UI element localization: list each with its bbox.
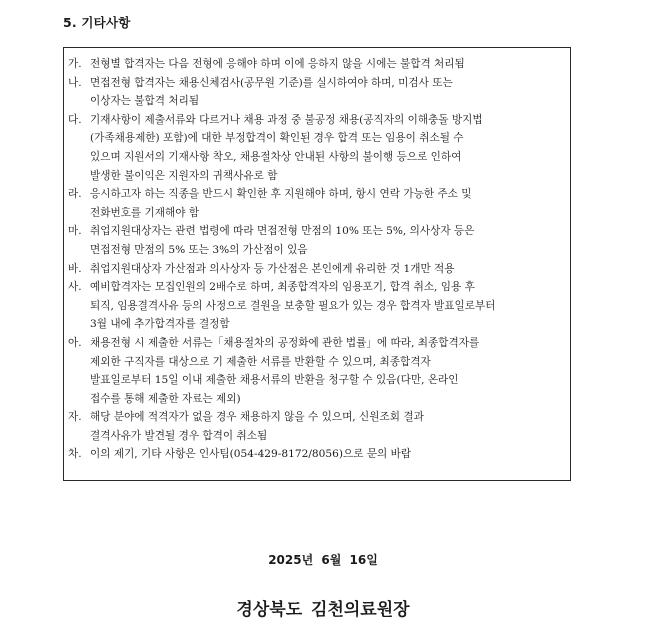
notice-box	[63, 47, 571, 481]
item-marker: 나.	[68, 76, 82, 89]
item-text	[90, 74, 570, 111]
notice-item-a	[68, 334, 570, 408]
notice-item-cha	[68, 445, 570, 464]
item-line: 전형별 합격자는 다음 전형에 응해야 하며 이에 응하지 않을 시에는 불합격 처리됨	[90, 58, 465, 70]
item-marker: 라.	[68, 188, 82, 201]
item-line: 해당 분야에 적격자가 없을 경우 채용하지 않을 수 있으며, 신원조회 결과	[90, 411, 424, 424]
item-line: 기재사항이 제출서류와 다르거나 채용 과정 중 불공정 채용(공직자의 이해충돌 방지법	[90, 113, 483, 126]
issuer-name: 경상북도 김천의료원장	[236, 600, 410, 620]
announcement-date: 2025년 6월 16일	[268, 553, 378, 567]
item-line: 면접전형 만점의 5% 또는 3%의 가산점이 있음	[90, 243, 308, 256]
item-text	[90, 222, 570, 259]
notice-item-sa	[68, 278, 570, 334]
section-heading: 5. 기타사항	[63, 15, 131, 30]
item-text	[90, 445, 570, 464]
item-line: 면접전형 합격자는 채용신체검사(공무원 기준)를 실시하여야 하며, 미검사 또는	[90, 76, 453, 89]
item-line: 이상자는 불합격 처리됨	[90, 95, 200, 108]
notice-item-na	[68, 74, 570, 111]
item-line: (가족채용제한) 포함)에 대한 부정합격이 확인된 경우 합격 또는 임용이 취소될 수	[90, 132, 464, 145]
item-text	[90, 111, 570, 185]
item-text	[90, 185, 570, 222]
item-marker: 가.	[68, 58, 82, 70]
item-line: 발생한 불이익은 지원자의 귀책사유로 함	[90, 169, 278, 182]
item-text	[90, 408, 570, 445]
item-marker: 자.	[68, 411, 82, 424]
item-text	[90, 278, 570, 334]
notice-item-ja	[68, 408, 570, 445]
item-line: 접수를 통해 제출한 자료는 제외)	[90, 392, 241, 405]
item-text	[90, 55, 570, 74]
notice-item-ra	[68, 185, 570, 222]
item-line: 있으며 지원서의 기재사항 착오, 채용절차상 안내된 사항의 불이행 등으로 인하여	[90, 150, 462, 163]
item-line: 3월 내에 추가합격자를 결정함	[90, 318, 230, 331]
item-marker: 차.	[68, 448, 82, 461]
item-text	[90, 334, 570, 408]
item-line: 이의 제기, 기타 사항은 인사팀(054-429-8172/8056)으로 문의 바람	[90, 448, 412, 461]
item-line: 취업지원대상자는 관련 법령에 따라 면접전형 만점의 10% 또는 5%, 의사상자 등은	[90, 225, 475, 238]
notice-item-ga	[68, 55, 570, 74]
item-line: 전화번호를 기재해야 함	[90, 206, 200, 219]
notice-item-ma	[68, 222, 570, 259]
item-line: 퇴직, 임용결격사유 등의 사정으로 결원을 보충할 필요가 있는 경우 합격자 발표일로부터	[90, 299, 496, 312]
notice-item-da	[68, 111, 570, 185]
item-line: 결격사유가 발견될 경우 합격이 취소됨	[90, 429, 268, 442]
item-marker: 다.	[68, 113, 82, 126]
item-line: 채용전형 시 제출한 서류는「채용절차의 공정화에 관한 법률」에 따라, 최종합격자를	[90, 336, 480, 349]
item-marker: 바.	[68, 262, 82, 275]
item-marker: 아.	[68, 336, 82, 349]
item-text	[90, 260, 570, 279]
item-line: 발표일로부터 15일 이내 제출한 채용서류의 반환을 청구할 수 있음(다만, 온라인	[90, 374, 459, 387]
item-line: 예비합격자는 모집인원의 2배수로 하며, 최종합격자의 임용포기, 합격 취소, 임용 후	[90, 281, 475, 294]
item-line: 제외한 구직자를 대상으로 기 제출한 서류를 반환할 수 있으며, 최종합격자	[90, 355, 431, 368]
item-line: 취업지원대상자 가산점과 의사상자 등 가산점은 본인에게 유리한 것 1개만 적용	[90, 262, 455, 275]
item-marker: 사.	[68, 281, 82, 294]
notice-item-ba	[68, 260, 570, 279]
item-line: 응시하고자 하는 직종을 반드시 확인한 후 지원해야 하며, 항시 연락 가능한 주소 및	[90, 188, 472, 201]
item-marker: 마.	[68, 225, 82, 238]
